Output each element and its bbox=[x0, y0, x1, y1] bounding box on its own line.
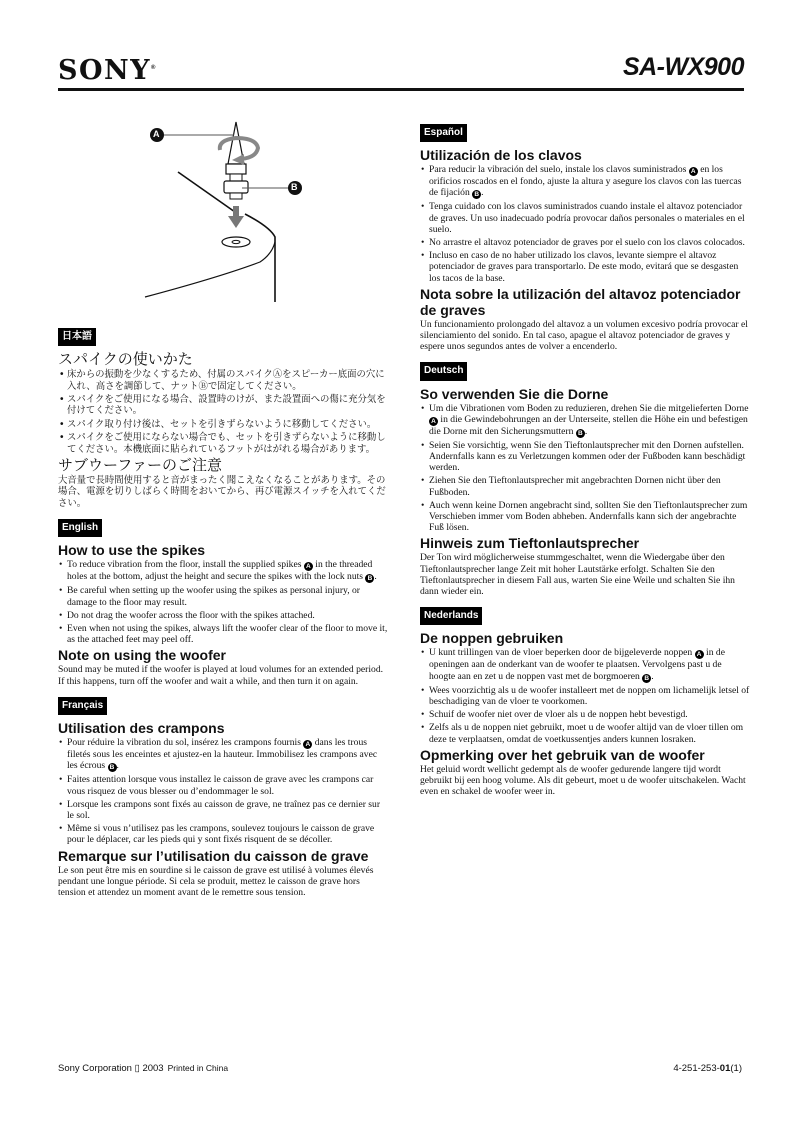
list-item: • Lorsque les crampons sont fixés au caisson de grave, ne traînez pas ce dernier sur le sol. bbox=[58, 799, 388, 821]
list-item bbox=[420, 164, 750, 199]
heading-german-spikes: So verwenden Sie die Dorne bbox=[420, 385, 609, 402]
mark-a-icon: A bbox=[303, 740, 312, 749]
printed-in-text: Printed in China bbox=[167, 1063, 229, 1073]
copyright-text: Sony Corporation ▯ 2003 bbox=[58, 1063, 164, 1074]
mark-a-icon: A bbox=[304, 562, 313, 571]
list-item: • Even when not using the spikes, always lift the woofer clear of the floor to move it, as the attached feet may peel off. bbox=[58, 623, 388, 645]
list-item: • Seien Sie vorsichtig, wenn Sie den Tieftonlautsprecher mit den Dornen aufstellen. Andernfalls kann es zu Verletzungen kommen oder der Fußboden kann beschädigt werden. bbox=[420, 440, 750, 474]
list-item: • Tenga cuidado con los clavos suministrados cuando instale el altavoz potenciador de graves. Un uso inadecuado podría provocar daños personales o materiales en el suelo. bbox=[420, 201, 750, 235]
heading-dutch-woofer: Opmerking over het gebruik van de woofer bbox=[420, 746, 705, 763]
brand-text: SONY bbox=[58, 55, 151, 86]
footer-copyright bbox=[58, 1063, 228, 1074]
part-number-suffix: (1) bbox=[730, 1063, 742, 1074]
text: . bbox=[116, 760, 119, 772]
section-dutch bbox=[420, 607, 750, 797]
spike-illustration bbox=[140, 112, 320, 307]
heading-japanese-woofer: サブウーファーのご注意 bbox=[58, 456, 222, 475]
bullets-dutch bbox=[420, 647, 750, 744]
text: To reduce vibration from the floor, install the supplied spikes bbox=[67, 559, 302, 571]
list-item: • Même si vous n’utilisez pas les crampons, soulevez toujours le caisson de grave pour le déplacer, car les pieds qui y sont fixés risquent de se décoller. bbox=[58, 823, 388, 845]
list-item: • Wees voorzichtig als u de woofer installeert met de noppen om lichamelijk letsel of beschadiging van de vloer te voorkomen. bbox=[420, 685, 750, 707]
section-japanese bbox=[58, 328, 388, 509]
lang-tab-spanish: Español bbox=[420, 124, 467, 142]
mark-a-icon: A bbox=[689, 167, 698, 176]
list-item: • Incluso en caso de no haber utilizado los clavos, levante siempre el altavoz potenciador de graves para transportarlo. De este modo, evitará que se desgasten los tacos de la base. bbox=[420, 250, 750, 284]
text: Pour réduire la vibration du sol, insérez les crampons fournis bbox=[67, 737, 301, 749]
list-item bbox=[58, 559, 388, 583]
list-item bbox=[58, 737, 388, 772]
heading-japanese-spikes: スパイクの使いかた bbox=[58, 350, 193, 369]
spike-diagram bbox=[140, 112, 320, 307]
heading-dutch-spikes: De noppen gebruiken bbox=[420, 630, 564, 647]
text: . bbox=[481, 187, 484, 199]
text: . bbox=[651, 670, 654, 682]
heading-spanish-woofer: Nota sobre la utilización del altavoz potenciador de graves bbox=[420, 285, 741, 318]
note-japanese: 大音量で長時間使用すると音がまったく聞こえなくなることがあります。その場合、電源を切りしばらく時間をおいてから、再び電源スイッチを入れてください。 bbox=[58, 475, 386, 509]
list-item: • Be careful when setting up the woofer using the spikes as personal injury, or damage to the floor may result. bbox=[58, 585, 388, 607]
bullets-french bbox=[58, 737, 388, 845]
heading-german-woofer: Hinweis zum Tieftonlautsprecher bbox=[420, 535, 640, 552]
list-item: • スパイク取り付け後は、セットを引きずらないように移動してください。 bbox=[58, 419, 388, 430]
list-item: • 床からの振動を少なくするため、付属のスパイクⒶをスピーカー底面の穴に入れ、高さを調節して、ナットⒷで固定してください。 bbox=[58, 369, 388, 392]
list-item: • Auch wenn keine Dornen angebracht sind, sollten Sie den Tieftonlautsprecher zum Verschieben immer vom Boden abheben. Andernfalls kann sich der angebrachte Fuß lösen. bbox=[420, 500, 750, 534]
left-column bbox=[58, 328, 388, 908]
heading-french-spikes: Utilisation des crampons bbox=[58, 720, 225, 737]
text: Para reducir la vibración del suelo, instale los clavos suministrados bbox=[429, 164, 687, 176]
text: U kunt trillingen van de vloer beperken door de bijgeleverde noppen bbox=[429, 647, 693, 659]
lang-tab-english: English bbox=[58, 519, 102, 537]
list-item: • Do not drag the woofer across the floor with the spikes attached. bbox=[58, 610, 388, 621]
mark-b-icon: B bbox=[642, 674, 651, 683]
list-item: • Ziehen Sie den Tieftonlautsprecher mit angebrachten Dornen nicht über den Fußboden. bbox=[420, 475, 750, 497]
list-item: • Faites attention lorsque vous installez le caisson de grave avec les crampons car vous risquez de vous blesser ou d’endommager le sol. bbox=[58, 774, 388, 796]
mark-b-icon: B bbox=[472, 190, 481, 199]
section-german bbox=[420, 362, 750, 597]
text: Um die Vibrationen vom Boden zu reduzieren, drehen Sie die mitgelieferten Dorne bbox=[429, 402, 749, 414]
right-column bbox=[420, 124, 750, 807]
registered-mark: ® bbox=[150, 65, 156, 71]
text: in the threaded holes at the bottom, adjust the height and secure the spikes with the lock nuts bbox=[67, 559, 373, 583]
header-rule bbox=[58, 88, 744, 91]
text: in de openingen aan de onderkant van de woofer te plaatsen. Vervolgens past u de hoogte aan en zet u de noppen vast met de borgmoeren bbox=[429, 647, 725, 682]
bullets-spanish bbox=[420, 164, 750, 284]
section-english bbox=[58, 519, 388, 687]
text: in die Gewindebohrungen an der Unterseite, stellen die Höhe ein und befestigen die Dorne mit den Sicherungsmuttern bbox=[429, 413, 748, 437]
text: dans les trous filetés sous les enceintes et ajustez-en la hauteur. Immobilisez les crampons avec les écrous bbox=[67, 737, 378, 772]
footer-part-number bbox=[673, 1063, 742, 1074]
part-number-prefix: 4-251-253- bbox=[673, 1063, 720, 1074]
model-number: SA-WX900 bbox=[622, 53, 744, 81]
list-item: • Schuif de woofer niet over de vloer als u de noppen hebt bevestigd. bbox=[420, 709, 750, 720]
list-item: • Zelfs als u de noppen niet gebruikt, moet u de woofer altijd van de vloer tillen om deze te verplaatsen, omdat de voetkussentjes anders kunnen losraken. bbox=[420, 722, 750, 744]
text: en los orificios roscados en el fondo, ajuste la altura y asegure los clavos con las tuercas de fijación bbox=[429, 164, 742, 199]
mark-b-icon: B bbox=[365, 574, 374, 583]
list-item: • No arrastre el altavoz potenciador de graves por el suelo con los clavos colocados. bbox=[420, 237, 750, 248]
list-item bbox=[420, 647, 750, 682]
mark-b-icon: B bbox=[576, 429, 585, 438]
heading-spanish-spikes: Utilización de los clavos bbox=[420, 147, 582, 164]
bullets-english bbox=[58, 559, 388, 645]
mark-a-icon: A bbox=[695, 650, 704, 659]
lang-tab-dutch: Nederlands bbox=[420, 607, 482, 625]
section-spanish bbox=[420, 124, 750, 352]
heading-french-woofer: Remarque sur l’utilisation du caisson de grave bbox=[58, 847, 369, 864]
note-french: Le son peut être mis en sourdine si le caisson de grave est utilisé à volumes élevés pendant une longue période. Si cela se produit, mettez le caisson de grave hors tension et attendez un moment avant de le remettre sous tension. bbox=[58, 864, 374, 898]
note-english: Sound may be muted if the woofer is played at loud volumes for an extended period. If this happens, turn off the woofer and wait a while, and then turn it on again. bbox=[58, 664, 384, 687]
callout-b-label: B bbox=[291, 182, 298, 192]
mark-b-icon: B bbox=[108, 763, 117, 772]
bullets-german bbox=[420, 403, 750, 534]
heading-english-woofer: Note on using the woofer bbox=[58, 647, 226, 664]
note-dutch: Het geluid wordt wellicht gedempt als de woofer gedurende langere tijd wordt gebruikt bij een hoog volume. Als dit gebeurt, moet u de woofer uitschakelen. Wacht even en schakel de woofer weer in. bbox=[420, 763, 746, 798]
list-item: • スパイクをご使用になる場合、設置時のけが、また設置面への傷に充分気を付けてください。 bbox=[58, 394, 388, 417]
text: . bbox=[374, 571, 377, 583]
brand-logo bbox=[58, 55, 155, 86]
lang-tab-french: Français bbox=[58, 697, 107, 715]
lang-tab-german: Deutsch bbox=[420, 362, 467, 380]
part-number-bold: 01 bbox=[719, 1063, 731, 1074]
section-french bbox=[58, 697, 388, 898]
heading-english-spikes: How to use the spikes bbox=[58, 542, 206, 559]
list-item: • スパイクをご使用にならない場合でも、セットを引きずらないように移動してください。本機底面に貼られているフットがはがれる場合があります。 bbox=[58, 432, 388, 455]
bullets-japanese bbox=[58, 369, 388, 455]
list-item bbox=[420, 403, 750, 438]
mark-a-icon: A bbox=[429, 417, 438, 426]
note-german: Der Ton wird möglicherweise stummgeschaltet, wenn die Wiedergabe über den Tieftonlautsprecher lange Zeit mit hoher Lautstärke erfolgt. Schalten Sie den Tieftonlautsprecher in diesem Fall aus, warten Sie eine Weile und schalten Sie ihn dann wieder ein. bbox=[420, 552, 735, 598]
lang-tab-japanese: 日本語 bbox=[58, 328, 96, 346]
note-spanish: Un funcionamiento prolongado del altavoz a un volumen excesivo podría provocar el silenciamiento del sonido. En tal caso, apague el altavoz potenciador de graves y espere unos segundos antes de volver a encenderlo. bbox=[420, 318, 748, 353]
text: . bbox=[584, 425, 588, 437]
callout-a-label: A bbox=[153, 129, 160, 139]
